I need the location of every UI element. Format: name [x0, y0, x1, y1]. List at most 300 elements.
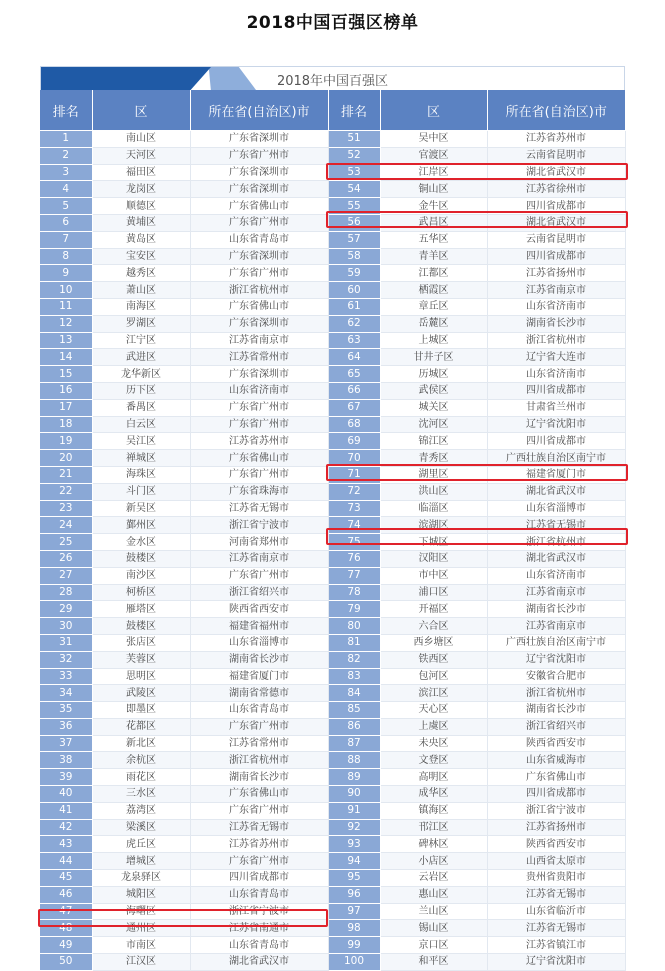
highlight-box-rank-76	[326, 528, 628, 545]
rank-cell: 19	[40, 433, 92, 450]
province-cell: 广东省广州市	[190, 853, 328, 870]
table-row	[40, 265, 625, 282]
district-cell: 和平区	[380, 954, 487, 971]
district-cell: 增城区	[92, 853, 190, 870]
rank-cell: 35	[40, 702, 92, 719]
province-cell: 山东省济南市	[190, 382, 328, 399]
district-cell: 禅城区	[92, 450, 190, 467]
table-caption: 2018年中国百强区	[276, 74, 389, 89]
district-cell: 海珠区	[92, 466, 190, 483]
district-cell: 锡山区	[380, 920, 487, 937]
district-cell: 南沙区	[92, 567, 190, 584]
table-row	[40, 550, 625, 567]
rank-cell: 77	[328, 567, 380, 584]
district-cell: 龙华新区	[92, 366, 190, 383]
district-cell: 黄岛区	[92, 231, 190, 248]
table-row	[40, 282, 625, 299]
province-cell: 广东省佛山市	[190, 198, 328, 215]
province-cell: 江苏省苏州市	[487, 131, 625, 148]
table-row	[40, 416, 625, 433]
district-cell: 荔湾区	[92, 802, 190, 819]
district-cell: 江汉区	[92, 954, 190, 971]
rank-cell: 61	[328, 298, 380, 315]
province-cell: 广东省深圳市	[190, 315, 328, 332]
province-cell: 广东省深圳市	[190, 181, 328, 198]
province-cell: 广东省佛山市	[487, 769, 625, 786]
rank-cell: 40	[40, 786, 92, 803]
rank-cell: 79	[328, 601, 380, 618]
province-cell: 广西壮族自治区南宁市	[487, 450, 625, 467]
rank-cell: 59	[328, 265, 380, 282]
province-cell: 山东省临沂市	[487, 903, 625, 920]
rank-cell: 89	[328, 769, 380, 786]
district-cell: 通州区	[92, 920, 190, 937]
rank-cell: 51	[328, 131, 380, 148]
rank-cell: 36	[40, 718, 92, 735]
rank-cell: 97	[328, 903, 380, 920]
table-row	[40, 584, 625, 601]
district-cell: 青羊区	[380, 248, 487, 265]
province-cell: 辽宁省大连市	[487, 349, 625, 366]
rank-cell: 20	[40, 450, 92, 467]
province-cell: 四川省成都市	[487, 433, 625, 450]
district-cell: 余杭区	[92, 752, 190, 769]
table-row	[40, 315, 625, 332]
province-cell: 四川省成都市	[487, 382, 625, 399]
province-cell: 云南省昆明市	[487, 147, 625, 164]
province-cell: 江苏省镇江市	[487, 937, 625, 954]
rank-cell: 87	[328, 735, 380, 752]
province-cell: 山西省太原市	[487, 853, 625, 870]
province-cell: 广东省珠海市	[190, 483, 328, 500]
province-cell: 云南省昆明市	[487, 231, 625, 248]
rank-cell: 27	[40, 567, 92, 584]
rank-cell: 68	[328, 416, 380, 433]
province-cell: 广东省广州市	[190, 214, 328, 231]
province-cell: 湖北省武汉市	[487, 214, 625, 231]
rank-cell: 82	[328, 651, 380, 668]
table-row	[40, 147, 625, 164]
rank-cell: 80	[328, 618, 380, 635]
province-cell: 山东省济南市	[487, 366, 625, 383]
header-province-right: 所在省(自治区)市	[487, 90, 625, 131]
rank-cell: 47	[40, 903, 92, 920]
district-cell: 思明区	[92, 668, 190, 685]
province-cell: 安徽省合肥市	[487, 668, 625, 685]
province-cell: 甘肃省兰州市	[487, 399, 625, 416]
province-cell: 广东省深圳市	[190, 164, 328, 181]
rank-cell: 25	[40, 534, 92, 551]
rank-cell: 26	[40, 550, 92, 567]
rank-cell: 85	[328, 702, 380, 719]
district-cell: 梁溪区	[92, 819, 190, 836]
table-body	[40, 131, 625, 971]
province-cell: 山东省济南市	[487, 567, 625, 584]
province-cell: 江苏省南京市	[487, 584, 625, 601]
district-cell: 下城区	[380, 534, 487, 551]
rank-cell: 62	[328, 315, 380, 332]
province-cell: 浙江省宁波市	[190, 903, 328, 920]
district-cell: 龙岗区	[92, 181, 190, 198]
district-cell: 铁西区	[380, 651, 487, 668]
table-row	[40, 752, 625, 769]
table-row	[40, 483, 625, 500]
table-row	[40, 836, 625, 853]
rank-cell: 81	[328, 634, 380, 651]
district-cell: 南海区	[92, 298, 190, 315]
district-cell: 历城区	[380, 366, 487, 383]
district-cell: 吴中区	[380, 131, 487, 148]
rank-cell: 91	[328, 802, 380, 819]
rank-cell: 49	[40, 937, 92, 954]
table-row	[40, 702, 625, 719]
table-row	[40, 601, 625, 618]
rank-cell: 12	[40, 315, 92, 332]
rank-cell: 88	[328, 752, 380, 769]
district-cell: 罗湖区	[92, 315, 190, 332]
district-cell: 市南区	[92, 937, 190, 954]
rank-cell: 55	[328, 198, 380, 215]
rank-cell: 9	[40, 265, 92, 282]
rank-cell: 22	[40, 483, 92, 500]
rank-cell: 63	[328, 332, 380, 349]
district-cell: 武进区	[92, 349, 190, 366]
table-row	[40, 634, 625, 651]
province-cell: 陕西省西安市	[487, 836, 625, 853]
table-row	[40, 685, 625, 702]
district-cell: 雨花区	[92, 769, 190, 786]
district-cell: 武侯区	[380, 382, 487, 399]
rank-cell: 95	[328, 870, 380, 887]
province-cell: 浙江省杭州市	[487, 534, 625, 551]
province-cell: 浙江省杭州市	[190, 282, 328, 299]
rank-cell: 52	[328, 147, 380, 164]
district-cell: 京口区	[380, 937, 487, 954]
district-cell: 南山区	[92, 131, 190, 148]
rank-cell: 48	[40, 920, 92, 937]
district-cell: 虎丘区	[92, 836, 190, 853]
table-row	[40, 349, 625, 366]
rank-cell: 71	[328, 466, 380, 483]
province-cell: 湖北省武汉市	[190, 954, 328, 971]
province-cell: 山东省威海市	[487, 752, 625, 769]
province-cell: 四川省成都市	[487, 248, 625, 265]
district-cell: 未央区	[380, 735, 487, 752]
province-cell: 广东省深圳市	[190, 248, 328, 265]
district-cell: 市中区	[380, 567, 487, 584]
rank-cell: 24	[40, 517, 92, 534]
table-row	[40, 937, 625, 954]
table-banner	[40, 66, 625, 90]
district-cell: 鼓楼区	[92, 550, 190, 567]
district-cell: 浦口区	[380, 584, 487, 601]
province-cell: 浙江省宁波市	[487, 802, 625, 819]
province-cell: 山东省淄博市	[487, 500, 625, 517]
province-cell: 浙江省杭州市	[487, 685, 625, 702]
district-cell: 兰山区	[380, 903, 487, 920]
table-row	[40, 382, 625, 399]
district-cell: 青秀区	[380, 450, 487, 467]
rank-cell: 46	[40, 886, 92, 903]
table-row	[40, 853, 625, 870]
province-cell: 广东省广州市	[190, 802, 328, 819]
district-cell: 白云区	[92, 416, 190, 433]
province-cell: 湖北省武汉市	[487, 483, 625, 500]
province-cell: 山东省济南市	[487, 298, 625, 315]
rank-cell: 94	[328, 853, 380, 870]
district-cell: 斗门区	[92, 483, 190, 500]
table-row	[40, 651, 625, 668]
header-district-left: 区	[92, 90, 190, 131]
province-cell: 山东省青岛市	[190, 886, 328, 903]
province-cell: 广东省佛山市	[190, 786, 328, 803]
ranking-table-container	[40, 66, 625, 971]
province-cell: 湖南省长沙市	[190, 769, 328, 786]
rank-cell: 8	[40, 248, 92, 265]
province-cell: 四川省成都市	[487, 786, 625, 803]
rank-cell: 86	[328, 718, 380, 735]
province-cell: 江苏省南通市	[190, 920, 328, 937]
province-cell: 湖南省长沙市	[487, 702, 625, 719]
highlight-box-rank-56	[326, 211, 628, 228]
rank-cell: 45	[40, 870, 92, 887]
province-cell: 福建省福州市	[190, 618, 328, 635]
rank-cell: 5	[40, 198, 92, 215]
district-cell: 花都区	[92, 718, 190, 735]
rank-cell: 30	[40, 618, 92, 635]
table-row	[40, 332, 625, 349]
rank-cell: 1	[40, 131, 92, 148]
rank-cell: 3	[40, 164, 92, 181]
table-row	[40, 718, 625, 735]
rank-cell: 75	[328, 534, 380, 551]
district-cell: 城阳区	[92, 886, 190, 903]
province-cell: 贵州省贵阳市	[487, 870, 625, 887]
province-cell: 浙江省绍兴市	[190, 584, 328, 601]
rank-cell: 72	[328, 483, 380, 500]
header-province-left: 所在省(自治区)市	[190, 90, 328, 131]
province-cell: 湖南省长沙市	[190, 651, 328, 668]
province-cell: 江苏省苏州市	[190, 836, 328, 853]
rank-cell: 69	[328, 433, 380, 450]
province-cell: 山东省青岛市	[190, 702, 328, 719]
province-cell: 湖北省武汉市	[487, 164, 625, 181]
rank-cell: 14	[40, 349, 92, 366]
highlight-box-rank-72	[326, 464, 628, 481]
table-row	[40, 886, 625, 903]
rank-cell: 70	[328, 450, 380, 467]
district-cell: 洪山区	[380, 483, 487, 500]
district-cell: 江宁区	[92, 332, 190, 349]
province-cell: 湖北省武汉市	[487, 550, 625, 567]
header-rank-left: 排名	[40, 90, 92, 131]
rank-cell: 53	[328, 164, 380, 181]
province-cell: 广东省深圳市	[190, 366, 328, 383]
rank-cell: 11	[40, 298, 92, 315]
table-row	[40, 735, 625, 752]
province-cell: 浙江省杭州市	[190, 752, 328, 769]
district-cell: 甘井子区	[380, 349, 487, 366]
district-cell: 萧山区	[92, 282, 190, 299]
district-cell: 湖里区	[380, 466, 487, 483]
district-cell: 铜山区	[380, 181, 487, 198]
rank-cell: 64	[328, 349, 380, 366]
district-cell: 官渡区	[380, 147, 487, 164]
table-row	[40, 567, 625, 584]
province-cell: 四川省成都市	[190, 870, 328, 887]
province-cell: 江苏省无锡市	[487, 517, 625, 534]
district-cell: 武陵区	[92, 685, 190, 702]
province-cell: 陕西省西安市	[190, 601, 328, 618]
district-cell: 滨湖区	[380, 517, 487, 534]
district-cell: 汉阳区	[380, 550, 487, 567]
rank-cell: 32	[40, 651, 92, 668]
district-cell: 锦江区	[380, 433, 487, 450]
province-cell: 广东省佛山市	[190, 450, 328, 467]
district-cell: 上虞区	[380, 718, 487, 735]
district-cell: 雁塔区	[92, 601, 190, 618]
rank-cell: 76	[328, 550, 380, 567]
province-cell: 江苏省无锡市	[487, 886, 625, 903]
rank-cell: 83	[328, 668, 380, 685]
table-row	[40, 248, 625, 265]
district-cell: 顺德区	[92, 198, 190, 215]
rank-cell: 37	[40, 735, 92, 752]
district-cell: 滨江区	[380, 685, 487, 702]
table-row	[40, 802, 625, 819]
province-cell: 江苏省南京市	[487, 282, 625, 299]
province-cell: 江苏省常州市	[190, 735, 328, 752]
province-cell: 广东省广州市	[190, 466, 328, 483]
district-cell: 岳麓区	[380, 315, 487, 332]
district-cell: 天心区	[380, 702, 487, 719]
table-row	[40, 954, 625, 971]
province-cell: 辽宁省沈阳市	[487, 416, 625, 433]
district-cell: 武昌区	[380, 214, 487, 231]
district-cell: 番禺区	[92, 399, 190, 416]
province-cell: 湖南省常德市	[190, 685, 328, 702]
district-cell: 江都区	[380, 265, 487, 282]
table-row	[40, 399, 625, 416]
district-cell: 沈河区	[380, 416, 487, 433]
district-cell: 龙泉驿区	[92, 870, 190, 887]
table-row	[40, 769, 625, 786]
table-row	[40, 668, 625, 685]
district-cell: 金牛区	[380, 198, 487, 215]
province-cell: 陕西省西安市	[487, 735, 625, 752]
province-cell: 江苏省南京市	[487, 618, 625, 635]
district-cell: 开福区	[380, 601, 487, 618]
rank-cell: 74	[328, 517, 380, 534]
district-cell: 鄞州区	[92, 517, 190, 534]
province-cell: 江苏省无锡市	[190, 819, 328, 836]
province-cell: 广西壮族自治区南宁市	[487, 634, 625, 651]
rank-cell: 100	[328, 954, 380, 971]
district-cell: 云岩区	[380, 870, 487, 887]
district-cell: 城关区	[380, 399, 487, 416]
province-cell: 广东省广州市	[190, 265, 328, 282]
rank-cell: 39	[40, 769, 92, 786]
province-cell: 广东省广州市	[190, 567, 328, 584]
rank-cell: 99	[328, 937, 380, 954]
rank-cell: 43	[40, 836, 92, 853]
district-cell: 黄埔区	[92, 214, 190, 231]
district-cell: 包河区	[380, 668, 487, 685]
province-cell: 浙江省杭州市	[487, 332, 625, 349]
province-cell: 四川省成都市	[487, 198, 625, 215]
district-cell: 栖霞区	[380, 282, 487, 299]
district-cell: 三水区	[92, 786, 190, 803]
rank-cell: 17	[40, 399, 92, 416]
province-cell: 广东省广州市	[190, 399, 328, 416]
page-title: 2018中国百强区榜单	[246, 13, 419, 33]
district-cell: 新吴区	[92, 500, 190, 517]
table-row	[40, 131, 625, 148]
rank-cell: 98	[328, 920, 380, 937]
rank-cell: 93	[328, 836, 380, 853]
header-district-right: 区	[380, 90, 487, 131]
district-cell: 高明区	[380, 769, 487, 786]
province-cell: 江苏省无锡市	[487, 920, 625, 937]
rank-cell: 2	[40, 147, 92, 164]
rank-cell: 67	[328, 399, 380, 416]
table-row	[40, 231, 625, 248]
rank-cell: 21	[40, 466, 92, 483]
province-cell: 湖南省长沙市	[487, 601, 625, 618]
rank-cell: 23	[40, 500, 92, 517]
rank-cell: 10	[40, 282, 92, 299]
highlight-box-rank-50	[38, 909, 328, 927]
province-cell: 山东省淄博市	[190, 634, 328, 651]
province-cell: 江苏省无锡市	[190, 500, 328, 517]
district-cell: 吴江区	[92, 433, 190, 450]
table-row	[40, 181, 625, 198]
province-cell: 福建省厦门市	[190, 668, 328, 685]
rank-cell: 28	[40, 584, 92, 601]
province-cell: 广东省深圳市	[190, 131, 328, 148]
province-cell: 山东省青岛市	[190, 937, 328, 954]
rank-cell: 57	[328, 231, 380, 248]
rank-cell: 4	[40, 181, 92, 198]
district-cell: 即墨区	[92, 702, 190, 719]
district-cell: 海曙区	[92, 903, 190, 920]
rank-cell: 90	[328, 786, 380, 803]
rank-cell: 7	[40, 231, 92, 248]
province-cell: 山东省青岛市	[190, 231, 328, 248]
rank-cell: 92	[328, 819, 380, 836]
district-cell: 上城区	[380, 332, 487, 349]
district-cell: 小店区	[380, 853, 487, 870]
province-cell: 江苏省苏州市	[190, 433, 328, 450]
table-row	[40, 786, 625, 803]
table-row	[40, 618, 625, 635]
province-cell: 浙江省宁波市	[190, 517, 328, 534]
rank-cell: 65	[328, 366, 380, 383]
table-row	[40, 870, 625, 887]
province-cell: 广东省佛山市	[190, 298, 328, 315]
district-cell: 历下区	[92, 382, 190, 399]
district-cell: 六合区	[380, 618, 487, 635]
rank-cell: 41	[40, 802, 92, 819]
district-cell: 芙蓉区	[92, 651, 190, 668]
province-cell: 江苏省徐州市	[487, 181, 625, 198]
province-cell: 广东省广州市	[190, 718, 328, 735]
district-cell: 柯桥区	[92, 584, 190, 601]
district-cell: 西乡塘区	[380, 634, 487, 651]
province-cell: 江苏省扬州市	[487, 819, 625, 836]
rank-cell: 31	[40, 634, 92, 651]
rank-cell: 38	[40, 752, 92, 769]
